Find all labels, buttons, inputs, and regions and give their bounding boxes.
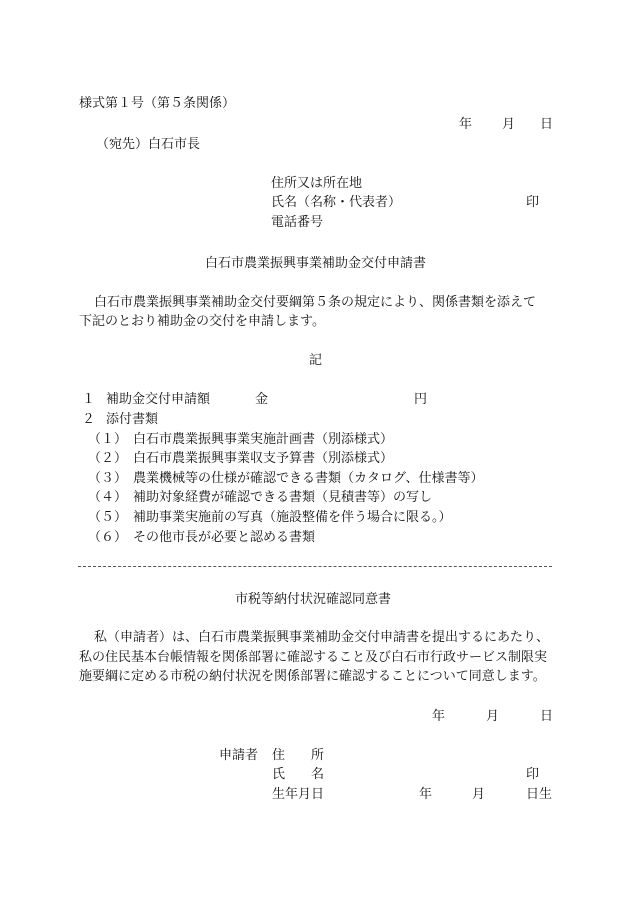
attachment-number: （５） bbox=[88, 510, 128, 525]
consent-address-label: 住 所 bbox=[272, 748, 325, 763]
date-day: 日 bbox=[540, 117, 554, 132]
applicant-label: 申請者 bbox=[219, 748, 259, 763]
item1-yen: 円 bbox=[414, 392, 428, 407]
attachment-number: （２） bbox=[88, 451, 128, 466]
date-year: 年 bbox=[459, 117, 473, 132]
attachment-text: 補助対象経費が確認できる書類（見積書等）の写し bbox=[133, 490, 433, 505]
attachment-number: （６） bbox=[88, 530, 128, 545]
applicant-address-label: 住所又は所在地 bbox=[271, 176, 363, 191]
birth-year: 年 bbox=[419, 787, 433, 802]
attachment-text: 農業機械等の仕様が確認できる書類（カタログ、仕様書等） bbox=[133, 471, 484, 486]
form-number: 様式第１号（第５条関係） bbox=[79, 96, 236, 111]
item1-label: 補助金交付申請額 bbox=[106, 392, 211, 407]
addressee: （宛先）白石市長 bbox=[96, 137, 201, 152]
applicant-seal: 印 bbox=[526, 195, 540, 210]
attachment-text: 白石市農業振興事業実施計画書（別添様式） bbox=[133, 432, 394, 447]
attachment-text: 白石市農業振興事業収支予算書（別添様式） bbox=[133, 451, 394, 466]
item2-number: ２ bbox=[82, 412, 96, 427]
item2-label: 添付書類 bbox=[106, 412, 159, 427]
consent-title: 市税等納付状況確認同意書 bbox=[235, 592, 392, 607]
birthdate-label: 生年月日 bbox=[272, 787, 325, 802]
cut-line-divider bbox=[78, 566, 552, 567]
form-title: 白石市農業振興事業補助金交付申請書 bbox=[205, 256, 427, 271]
consent-name-label: 氏 名 bbox=[272, 767, 325, 782]
consent-date-month: 月 bbox=[486, 709, 500, 724]
body-line-2: 下記のとおり補助金の交付を申請します。 bbox=[79, 314, 325, 329]
attachment-number: （１） bbox=[88, 432, 128, 447]
consent-date-day: 日 bbox=[540, 709, 554, 724]
applicant-phone-label: 電話番号 bbox=[271, 215, 324, 230]
applicant-name-label: 氏名（名称・代表者） bbox=[271, 195, 402, 210]
consent-line-2: 私の住民基本台帳情報を関係部署に確認すること及び白石市行政サービス制限実 bbox=[79, 650, 548, 665]
attachment-number: （３） bbox=[88, 471, 128, 486]
consent-date-year: 年 bbox=[432, 709, 446, 724]
birth-day: 日生 bbox=[526, 787, 553, 802]
date-month: 月 bbox=[502, 117, 516, 132]
ki-heading: 記 bbox=[309, 353, 323, 368]
attachment-text: 補助事業実施前の写真（施設整備を伴う場合に限る。） bbox=[133, 510, 452, 525]
body-line-1: 白石市農業振興事業補助金交付要綱第５条の規定により、関係書類を添えて bbox=[94, 295, 537, 310]
item1-number: １ bbox=[82, 392, 96, 407]
attachment-text: その他市長が必要と認める書類 bbox=[133, 530, 316, 545]
attachment-number: （４） bbox=[88, 490, 128, 505]
item1-kin: 金 bbox=[255, 392, 269, 407]
consent-line-1: 私（申請者）は、白石市農業振興事業補助金交付申請書を提出するにあたり、 bbox=[94, 630, 550, 645]
consent-seal: 印 bbox=[526, 767, 540, 782]
consent-line-3: 施要綱に定める市税の納付状況を関係部署に確認することについて同意します。 bbox=[79, 669, 546, 684]
birth-month: 月 bbox=[472, 787, 486, 802]
